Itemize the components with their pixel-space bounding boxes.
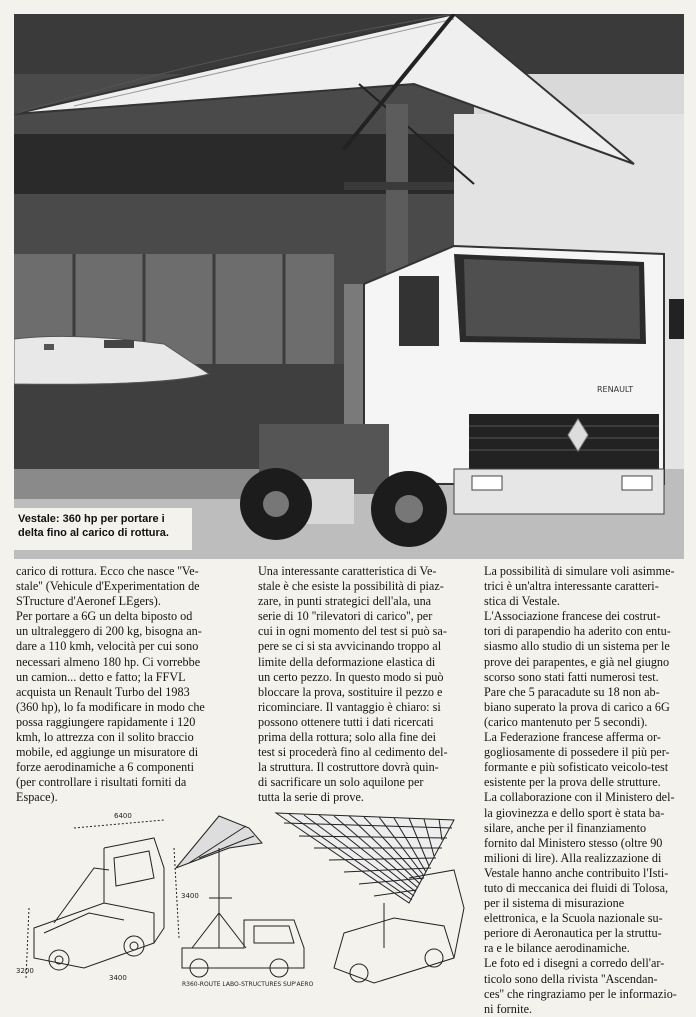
- text-line: (360 hp), lo fa modificare in modo che: [16, 699, 205, 714]
- text-line: acquista un Renault Turbo del 1983: [16, 684, 190, 699]
- text-line: mobile, ed aggiunge un misuratore di: [16, 745, 199, 760]
- text-line: la giovinezza e dello sport è stata ba-: [484, 805, 665, 820]
- text-line: Per portare a 6G un delta biposto od: [16, 609, 193, 624]
- drawing-truck-side-wing: [176, 816, 314, 988]
- text-line: (per controllare i risultati forniti da: [16, 775, 187, 790]
- text-line: scorso sono stati fatti numerosi test.: [484, 669, 659, 684]
- text-line: serie di 10 ''rilevatori di carico'', per: [258, 609, 433, 624]
- text-line: (carico mantenuto per 5 secondi).: [484, 714, 648, 729]
- text-column-2: [258, 564, 478, 806]
- drawing-truck-isometric: [16, 812, 199, 982]
- dimension-label: 3400: [181, 892, 199, 900]
- text-line: cui in ogni momento del test si può sa-: [258, 624, 447, 639]
- text-line: L'Associazione francese dei costrut-: [484, 609, 661, 624]
- text-line: prima della rottura; solo alla fine dei: [258, 730, 437, 745]
- text-line: stale'' (Vehicule d'Experimentation de: [16, 579, 200, 594]
- text-line: esistente per la prova delle strutture.: [484, 775, 661, 790]
- text-line: trici è un'altra interessante caratteri-: [484, 579, 659, 594]
- truck-brand-text: RENAULT: [597, 385, 634, 394]
- drawing-credit: R360-ROUTE LABO-STRUCTURES SUP'AERO: [182, 981, 314, 988]
- text-line: ticolo sono della rivista ''Ascendan-: [484, 971, 658, 986]
- text-line: per il sistema di misurazione: [484, 896, 625, 911]
- text-line: siasmo allo studio di un sistema per le: [484, 639, 670, 654]
- text-line: stale è che esiste la possibilità di piaz-: [258, 579, 444, 594]
- text-line: Una interessante caratteristica di Ve-: [258, 564, 437, 578]
- text-line: un ultraleggero di 200 kg, bisogna an-: [16, 624, 202, 639]
- text-line: ces'' che ringraziamo per le informazio-: [484, 986, 677, 1001]
- text-line: Vestale hanno anche contribuito l'Isti-: [484, 865, 669, 880]
- text-line: carico di rottura. Ecco che nasce ''Ve-: [16, 564, 199, 578]
- caption-line: delta fino al carico di rottura.: [18, 527, 169, 539]
- text-line: STructure d'Aeronef LEgers).: [16, 594, 161, 609]
- text-line: gogliosamente di possedere il più per-: [484, 745, 670, 760]
- photo-caption: [14, 508, 192, 550]
- text-line: tori di parapendio ha aderito con entu-: [484, 624, 671, 639]
- text-line: Pare che 5 paracadute su 18 non ab-: [484, 684, 660, 699]
- text-line: un certo pezzo. In questo modo si può: [258, 669, 444, 684]
- dimension-label: 6400: [114, 812, 132, 820]
- text-line: periore di Aeronautica per la struttu-: [484, 926, 662, 941]
- text-line: ni fornite.: [484, 1001, 533, 1016]
- text-line: ricominciare. Il vantaggio è chiaro: si: [258, 699, 441, 714]
- text-line: pere se ci si sta avvicinando troppo al: [258, 639, 442, 654]
- photo-vestale-truck: [14, 14, 684, 559]
- text-line: La Federazione francese afferma or-: [484, 730, 661, 745]
- text-line: Espace).: [16, 790, 58, 805]
- vehicle-drawings: [14, 808, 476, 988]
- text-line: possono ottenere tutti i dati ricercati: [258, 714, 434, 729]
- text-line: stica di Vestale.: [484, 594, 560, 609]
- text-line: kmh, lo attrezza con il solito braccio: [16, 730, 194, 745]
- text-line: limite della deformazione elastica di: [258, 654, 436, 669]
- text-line: bloccare la prova, sostituire il pezzo e: [258, 684, 443, 699]
- dimension-label: 3200: [16, 967, 34, 975]
- technical-drawings: [14, 808, 476, 988]
- dimension-label: 3400: [109, 974, 127, 982]
- text-line: ra e le bilance aerodinamiche.: [484, 941, 630, 956]
- text-column-1: [16, 564, 244, 806]
- text-line: prove dei parapentes, e già nel giugno: [484, 654, 670, 669]
- text-line: tutta la serie di prove.: [258, 790, 364, 805]
- text-line: milioni di lire). Alla realizzazione di: [484, 850, 662, 865]
- text-line: di sacrificare un solo aquilone per: [258, 775, 424, 790]
- text-line: formante e più sofisticato veicolo-test: [484, 760, 669, 775]
- caption-line: Vestale: 360 hp per portare i: [18, 513, 165, 525]
- text-line: test si procederà fino al cedimento del-: [258, 745, 448, 760]
- photo-illustration: [14, 14, 684, 559]
- text-line: tuto di meccanica dei fluidi di Tolosa,: [484, 880, 669, 895]
- text-line: biano superato la prova di carico a 6G: [484, 699, 670, 714]
- text-line: elettronica, e la Scuola nazionale su-: [484, 911, 663, 926]
- text-line: zare, in punti strategici dell'ala, una: [258, 594, 432, 609]
- text-line: un camion... detto e fatto; la FFVL: [16, 669, 186, 684]
- text-line: forze aerodinamiche a 6 componenti: [16, 760, 194, 775]
- text-column-3: [484, 564, 684, 1017]
- text-line: fornito dal Ministero stesso (oltre 90: [484, 835, 663, 850]
- text-line: dare a 110 kmh, velocità per cui sono: [16, 639, 199, 654]
- text-line: La possibilità di simulare voli asimme-: [484, 564, 675, 578]
- text-line: Le foto ed i disegni a corredo dell'ar-: [484, 956, 665, 971]
- text-line: la struttura. Il costruttore dovrà quin-: [258, 760, 439, 775]
- text-line: necessari almeno 180 hp. Ci vorrebbe: [16, 654, 201, 669]
- text-line: possa raggiungere rapidamente i 120: [16, 714, 196, 729]
- text-line: silare, anche per il finanziamento: [484, 820, 647, 835]
- text-line: La collaborazione con il Ministero del-: [484, 790, 675, 805]
